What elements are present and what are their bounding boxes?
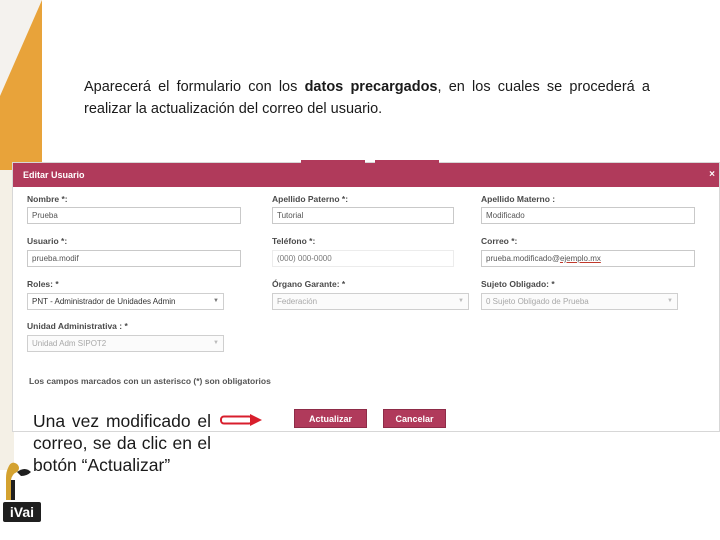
correo-field[interactable] xyxy=(481,250,695,267)
slide-corner-decoration xyxy=(0,0,42,170)
instruction-text: Una vez modificado el correo, se da clic en el botón “Actualizar” xyxy=(33,411,211,475)
organo-garante-label: Órgano Garante: * xyxy=(272,279,346,289)
roles-select-value: PNT - Administrador de Unidades Admin xyxy=(32,297,176,306)
organo-garante-select[interactable] xyxy=(272,293,469,310)
nombre-label: Nombre *: xyxy=(27,194,68,204)
svg-text:iVai: iVai xyxy=(9,504,35,520)
cancel-button[interactable]: Cancelar xyxy=(383,409,446,428)
sujeto-obligado-select-value: 0 Sujeto Obligado de Prueba xyxy=(486,297,589,306)
usuario-field[interactable]: prueba.modif xyxy=(27,250,241,267)
chevron-down-icon: ▼ xyxy=(667,298,673,304)
roles-select[interactable] xyxy=(27,293,224,310)
telefono-field[interactable]: (000) 000-0000 xyxy=(272,250,454,267)
telefono-label: Teléfono *: xyxy=(272,236,316,246)
unidad-administrativa-label: Unidad Administrativa : * xyxy=(27,321,128,331)
organo-garante-select-value: Federación xyxy=(277,297,318,306)
chevron-down-icon: ▼ xyxy=(213,298,219,304)
intro-paragraph xyxy=(84,76,650,120)
roles-label: Roles: * xyxy=(27,279,59,289)
edit-user-dialog xyxy=(12,162,720,432)
apellido-paterno-field[interactable]: Tutorial xyxy=(272,207,454,224)
pointer-arrow-icon xyxy=(220,413,264,427)
apellido-materno-label: Apellido Materno : xyxy=(481,194,556,204)
apellido-paterno-label: Apellido Paterno *: xyxy=(272,194,349,204)
intro-text-end: , en los cuales se procederá a realizar la actualización del correo del usuario. xyxy=(84,79,650,117)
dialog-title: Editar Usuario xyxy=(23,170,85,180)
chevron-down-icon: ▼ xyxy=(458,298,464,304)
sujeto-obligado-select[interactable] xyxy=(481,293,678,310)
unidad-administrativa-select-value: Unidad Adm SIPOT2 xyxy=(32,339,107,348)
usuario-label: Usuario *: xyxy=(27,236,68,246)
dialog-header xyxy=(13,163,719,187)
chevron-down-icon: ▼ xyxy=(213,340,219,346)
required-fields-note: Los campos marcados con un asterisco (*) son obligatorios xyxy=(29,376,271,386)
unidad-administrativa-select[interactable] xyxy=(27,335,224,352)
nombre-field[interactable]: Prueba xyxy=(27,207,241,224)
close-icon[interactable]: × xyxy=(709,169,715,180)
ivai-logo xyxy=(3,460,41,526)
update-button[interactable]: Actualizar xyxy=(294,409,367,428)
sujeto-obligado-label: Sujeto Obligado: * xyxy=(481,279,555,289)
apellido-materno-field[interactable]: Modificado xyxy=(481,207,695,224)
intro-emphasis: datos precargados xyxy=(304,79,438,95)
correo-value-local: prueba.modificado@ xyxy=(486,254,560,263)
correo-value-domain: ejemplo.mx xyxy=(559,254,601,263)
intro-text-start: Aparecerá el formulario con los xyxy=(84,79,305,95)
correo-label: Correo *: xyxy=(481,236,518,246)
